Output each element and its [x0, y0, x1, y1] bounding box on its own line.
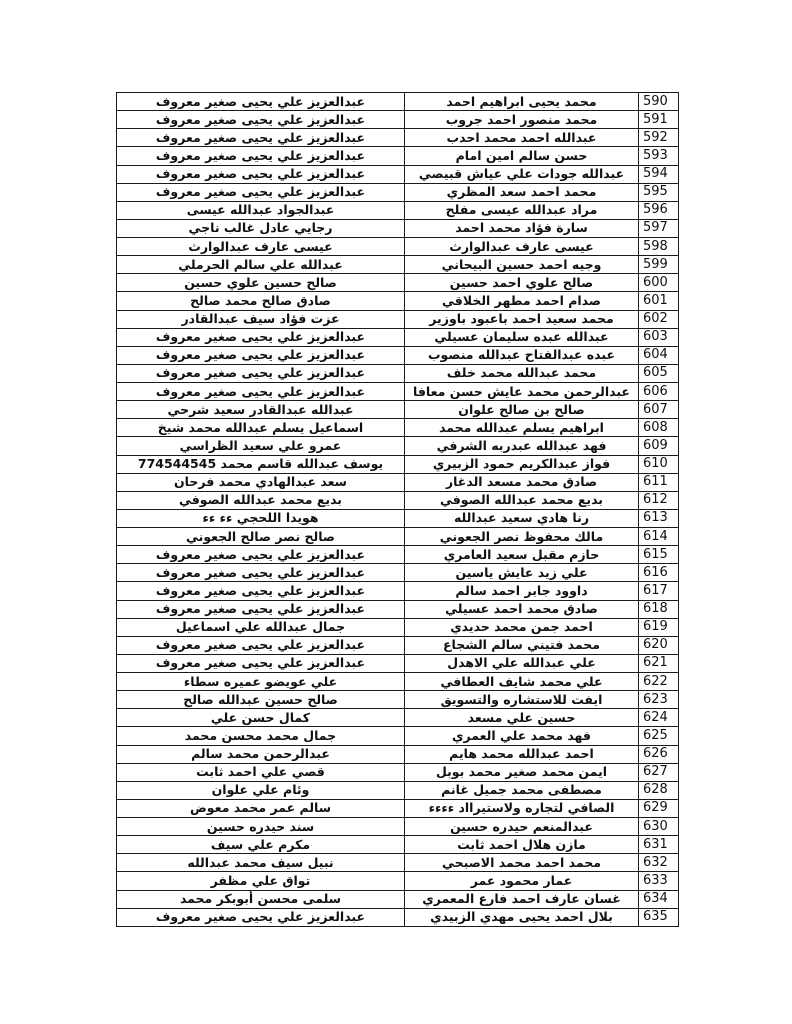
table-row [117, 328, 679, 346]
table-row [117, 600, 679, 618]
number-cell: 607 [639, 401, 679, 419]
table-row [117, 401, 679, 419]
number-cell: 597 [639, 219, 679, 237]
name-cell: داوود جابر احمد سالم [405, 582, 639, 600]
number-cell: 614 [639, 528, 679, 546]
number-cell: 626 [639, 745, 679, 763]
table-row [117, 745, 679, 763]
name-cell: محمد احمد سعد المظري [405, 183, 639, 201]
table-row [117, 799, 679, 817]
name-cell: علي عبدالله علي الاهدل [405, 654, 639, 672]
referrer-cell: عبدالله عبدالقادر سعيد شرحي [117, 401, 405, 419]
name-cell: غسان عارف احمد فارع المعمري [405, 890, 639, 908]
table-row [117, 528, 679, 546]
table-row [117, 890, 679, 908]
referrer-cell: عبدالعزيز علي يحيى صغير معروف [117, 328, 405, 346]
name-cell: محمد احمد محمد الاصبحي [405, 854, 639, 872]
referrer-cell: عبدالعزيز علي يحيى صغير معروف [117, 582, 405, 600]
name-cell: فهد محمد علي العمري [405, 727, 639, 745]
referrer-cell: عبدالعزيز علي يحيى صغير معروف [117, 111, 405, 129]
number-cell: 632 [639, 854, 679, 872]
number-cell: 601 [639, 292, 679, 310]
number-cell: 603 [639, 328, 679, 346]
referrer-cell: عبدالعزيز علي يحيى صغير معروف [117, 129, 405, 147]
table-row [117, 709, 679, 727]
referrer-cell: سند حيدره حسين [117, 818, 405, 836]
referrer-cell: نبيل سيف محمد عبدالله [117, 854, 405, 872]
name-cell: فواز عبدالكريم حمود الزبيري [405, 455, 639, 473]
table-row [117, 256, 679, 274]
number-cell: 593 [639, 147, 679, 165]
number-cell: 634 [639, 890, 679, 908]
table-row [117, 419, 679, 437]
name-cell: محمد سعيد احمد باعبود باوزير [405, 310, 639, 328]
number-cell: 608 [639, 419, 679, 437]
number-cell: 591 [639, 111, 679, 129]
number-cell: 625 [639, 727, 679, 745]
table-row [117, 854, 679, 872]
referrer-cell: صالح نصر صالح الجعوني [117, 528, 405, 546]
number-cell: 600 [639, 274, 679, 292]
name-cell: علي محمد شايف العطافي [405, 673, 639, 691]
roster-table [116, 92, 679, 927]
table-row [117, 383, 679, 401]
referrer-cell: سلمى محسن أبوبكر محمد [117, 890, 405, 908]
referrer-cell: عبدالعزيز علي يحيى صغير معروف [117, 346, 405, 364]
table-row [117, 437, 679, 455]
referrer-cell: عزت فؤاد سيف عبدالقادر [117, 310, 405, 328]
referrer-cell: عبدالعزيز علي يحيى صغير معروف [117, 183, 405, 201]
referrer-cell: هويدا اللحجي ءء ءء [117, 509, 405, 527]
name-cell: ايفت للاستشاره والتسويق [405, 691, 639, 709]
number-cell: 630 [639, 818, 679, 836]
referrer-cell: عبدالعزيز علي يحيى صغير معروف [117, 364, 405, 382]
table-row [117, 219, 679, 237]
table-row [117, 564, 679, 582]
name-cell: عبدالرحمن محمد عايش حسن معافا [405, 383, 639, 401]
referrer-cell: عبدالعزيز علي يحيى صغير معروف [117, 636, 405, 654]
referrer-cell: عبدالعزيز علي يحيى صغير معروف [117, 564, 405, 582]
table-row [117, 908, 679, 926]
number-cell: 616 [639, 564, 679, 582]
name-cell: مصطفى محمد جميل غانم [405, 781, 639, 799]
name-cell: محمد فتيني سالم الشجاع [405, 636, 639, 654]
number-cell: 604 [639, 346, 679, 364]
table-row [117, 763, 679, 781]
number-cell: 606 [639, 383, 679, 401]
number-cell: 618 [639, 600, 679, 618]
name-cell: علي زيد عايش ياسين [405, 564, 639, 582]
referrer-cell: جمال محمد محسن محمد [117, 727, 405, 745]
table-row [117, 147, 679, 165]
name-cell: احمد عبدالله محمد هايم [405, 745, 639, 763]
number-cell: 595 [639, 183, 679, 201]
table-row [117, 727, 679, 745]
table-row [117, 165, 679, 183]
name-cell: عبدالله جودات علي عياش قبيصي [405, 165, 639, 183]
name-cell: عبده عبدالفتاح عبدالله منصوب [405, 346, 639, 364]
referrer-cell: عبدالعزيز علي يحيى صغير معروف [117, 908, 405, 926]
referrer-cell: عبدالعزيز علي يحيى صغير معروف [117, 93, 405, 111]
referrer-cell: عبدالعزيز علي يحيى صغير معروف [117, 600, 405, 618]
name-cell: عيسى عارف عبدالوارث [405, 238, 639, 256]
number-cell: 633 [639, 872, 679, 890]
table-row [117, 93, 679, 111]
table-row [117, 129, 679, 147]
name-cell: عبدالله عبده سليمان عسيلي [405, 328, 639, 346]
table-row [117, 509, 679, 527]
table-row [117, 364, 679, 382]
number-cell: 598 [639, 238, 679, 256]
table-row [117, 836, 679, 854]
table-row [117, 691, 679, 709]
referrer-cell: عبدالعزيز علي يحيى صغير معروف [117, 383, 405, 401]
name-cell: صدام احمد مطهر الخلاقي [405, 292, 639, 310]
name-cell: محمد يحيى ابراهيم احمد [405, 93, 639, 111]
table-row [117, 872, 679, 890]
table-row [117, 183, 679, 201]
referrer-cell: عبدالعزيز علي يحيى صغير معروف [117, 546, 405, 564]
table-row [117, 473, 679, 491]
name-cell: رنا هادي سعيد عبدالله [405, 509, 639, 527]
name-cell: حازم مقبل سعيد العامري [405, 546, 639, 564]
referrer-cell: عبدالرحمن محمد سالم [117, 745, 405, 763]
roster-table-wrapper [116, 92, 678, 927]
referrer-cell: وئام علي علوان [117, 781, 405, 799]
name-cell: عبدالمنعم حيدره حسين [405, 818, 639, 836]
referrer-cell: عمرو علي سعيد الظراسي [117, 437, 405, 455]
table-row [117, 238, 679, 256]
name-cell: صادق محمد مسعد الدغار [405, 473, 639, 491]
referrer-cell: عبدالله علي سالم الحرملي [117, 256, 405, 274]
number-cell: 619 [639, 618, 679, 636]
referrer-cell: صادق صالح محمد صالح [117, 292, 405, 310]
number-cell: 611 [639, 473, 679, 491]
number-cell: 624 [639, 709, 679, 727]
referrer-cell: عبدالعزيز علي يحيى صغير معروف [117, 147, 405, 165]
number-cell: 623 [639, 691, 679, 709]
referrer-cell: كمال حسن علي [117, 709, 405, 727]
name-cell: بلال احمد يحيى مهدي الزبيدي [405, 908, 639, 926]
referrer-cell: عيسى عارف عبدالوارث [117, 238, 405, 256]
number-cell: 602 [639, 310, 679, 328]
referrer-cell: مكرم علي سيف [117, 836, 405, 854]
referrer-cell: عبدالعزيز علي يحيى صغير معروف [117, 654, 405, 672]
name-cell: ابراهيم يسلم عبدالله محمد [405, 419, 639, 437]
number-cell: 599 [639, 256, 679, 274]
number-cell: 620 [639, 636, 679, 654]
referrer-cell: يوسف عبدالله قاسم محمد 774544545 [117, 455, 405, 473]
table-row [117, 455, 679, 473]
number-cell: 629 [639, 799, 679, 817]
referrer-cell: صالح حسين علوي حسين [117, 274, 405, 292]
number-cell: 631 [639, 836, 679, 854]
number-cell: 621 [639, 654, 679, 672]
referrer-cell: سعد عبدالهادي محمد فرحان [117, 473, 405, 491]
number-cell: 590 [639, 93, 679, 111]
referrer-cell: سالم عمر محمد معوض [117, 799, 405, 817]
table-row [117, 201, 679, 219]
name-cell: عبدالله احمد محمد احدب [405, 129, 639, 147]
table-row [117, 111, 679, 129]
name-cell: مراد عبدالله عيسى مفلح [405, 201, 639, 219]
table-row [117, 618, 679, 636]
referrer-cell: رجايي عادل غالب ناجي [117, 219, 405, 237]
name-cell: صالح علوي احمد حسين [405, 274, 639, 292]
number-cell: 592 [639, 129, 679, 147]
referrer-cell: تواق علي مظفر [117, 872, 405, 890]
referrer-cell: قصي علي احمد ثابت [117, 763, 405, 781]
referrer-cell: اسماعيل يسلم عبدالله محمد شيخ [117, 419, 405, 437]
number-cell: 609 [639, 437, 679, 455]
number-cell: 615 [639, 546, 679, 564]
table-row [117, 781, 679, 799]
name-cell: فهد عبدالله عبدربه الشرفي [405, 437, 639, 455]
number-cell: 610 [639, 455, 679, 473]
name-cell: صالح بن صالح علوان [405, 401, 639, 419]
table-row [117, 654, 679, 672]
name-cell: مازن هلال احمد ثابت [405, 836, 639, 854]
table-row [117, 636, 679, 654]
number-cell: 635 [639, 908, 679, 926]
name-cell: احمد جمن محمد حديدي [405, 618, 639, 636]
number-cell: 613 [639, 509, 679, 527]
roster-body [117, 93, 679, 927]
table-row [117, 491, 679, 509]
name-cell: الصافي لتجاره ولاستيرااد ءءءء [405, 799, 639, 817]
table-row [117, 274, 679, 292]
table-row [117, 346, 679, 364]
name-cell: حسن سالم امين امام [405, 147, 639, 165]
name-cell: بديع محمد عبدالله الصوفي [405, 491, 639, 509]
table-row [117, 546, 679, 564]
name-cell: مالك محفوظ نصر الجعوني [405, 528, 639, 546]
name-cell: ايمن محمد صغير محمد بوبل [405, 763, 639, 781]
referrer-cell: عبدالجواد عبدالله عيسى [117, 201, 405, 219]
table-row [117, 818, 679, 836]
name-cell: محمد عبدالله محمد خلف [405, 364, 639, 382]
referrer-cell: صالح حسين عبدالله صالح [117, 691, 405, 709]
table-row [117, 582, 679, 600]
number-cell: 628 [639, 781, 679, 799]
table-row [117, 310, 679, 328]
table-row [117, 292, 679, 310]
name-cell: وجيه احمد حسين البيحاني [405, 256, 639, 274]
number-cell: 627 [639, 763, 679, 781]
name-cell: سارة فؤاد محمد احمد [405, 219, 639, 237]
number-cell: 596 [639, 201, 679, 219]
referrer-cell: جمال عبدالله علي اسماعيل [117, 618, 405, 636]
name-cell: محمد منصور احمد جروب [405, 111, 639, 129]
name-cell: عمار محمود عمر [405, 872, 639, 890]
number-cell: 605 [639, 364, 679, 382]
number-cell: 622 [639, 673, 679, 691]
name-cell: حسين علي مسعد [405, 709, 639, 727]
number-cell: 612 [639, 491, 679, 509]
number-cell: 617 [639, 582, 679, 600]
table-row [117, 673, 679, 691]
number-cell: 594 [639, 165, 679, 183]
referrer-cell: عبدالعزيز علي يحيى صغير معروف [117, 165, 405, 183]
referrer-cell: علي عويضو عميره سطاء [117, 673, 405, 691]
referrer-cell: بديع محمد عبدالله الصوفي [117, 491, 405, 509]
name-cell: صادق محمد احمد عسيلي [405, 600, 639, 618]
